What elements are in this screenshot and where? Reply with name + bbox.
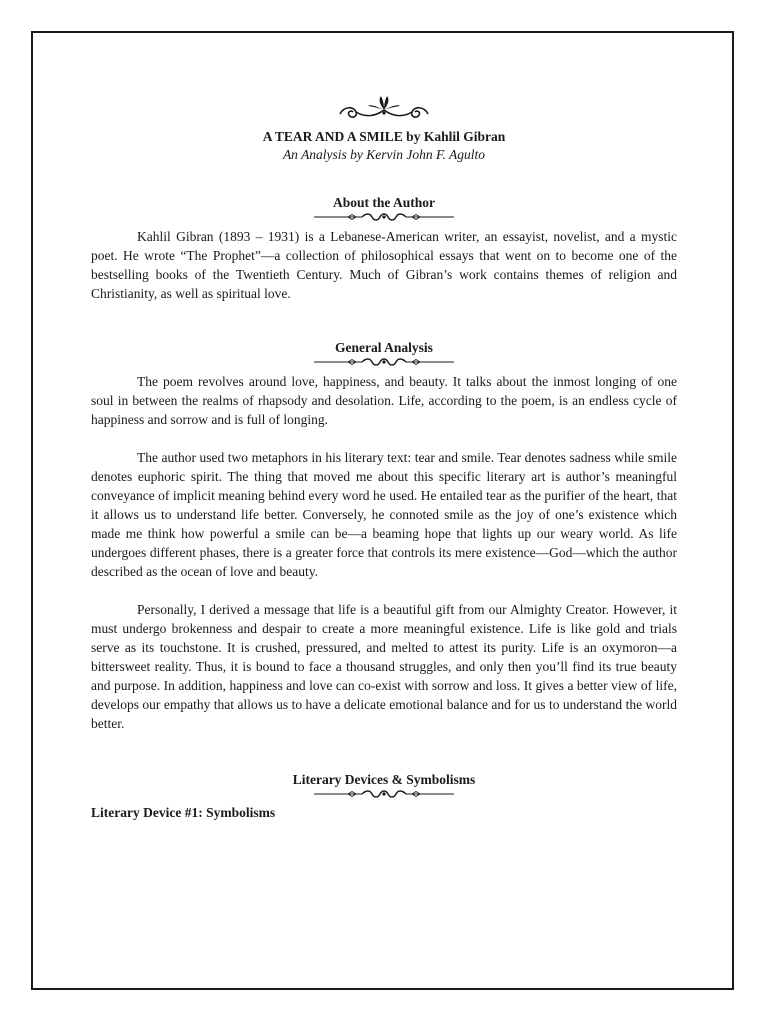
scroll-divider-icon [314, 357, 454, 367]
about-author-paragraph: Kahlil Gibran (1893 – 1931) is a Lebanese-American writer, an essayist, novelist, and a mystic poet. He wrote “The Prophet”—a collection of philosophical essays that went on to become one of the bestselling books of the Twentieth Century. Much of Gibran’s work contains themes of religion and Christianity, as well as spiritual love. [91, 229, 677, 301]
section-heading-general-analysis: General Analysis [335, 340, 433, 355]
general-analysis-paragraph-2: The author used two metaphors in his literary text: tear and smile. Tear denotes sadness while smile denotes euphoric spirit. The thing that moved me about this specific literary art is author’s meaningful conveyance of implicit meaning behind every word he used. He entailed tear as the purifier of the heart, that it allows us to understand life better. Conversely, he connoted smile as the joy of one’s existence which made me think how powerful a smile can be—a beaming hope that lights up our weary world. As life undergoes different phases, there is a greater force that controls its mere existence—God—which the author described as the ocean of love and beauty. [91, 450, 677, 579]
general-analysis-paragraph-1: The poem revolves around love, happiness, and beauty. It talks about the inmost longing of one soul in between the realms of rhapsody and desolation. Life, according to the poem, is an endless cycle of happiness and sorrow and is full of longing. [91, 374, 677, 427]
section-heading-literary-devices: Literary Devices & Symbolisms [292, 772, 476, 787]
document-body [91, 94, 677, 822]
general-analysis-paragraph-3: Personally, I derived a message that life is a beautiful gift from our Almighty Creator. However, it must undergo brokenness and despair to create a more meaningful existence. Life is like gold and trials serve as its touchstone. It is crushed, pressured, and melted to attest its purity. Life is an oxymoron—a bittersweet reality. Thus, it is bound to face a thousand struggles, and only then you’ll find its true beauty and purpose. In addition, happiness and love can co-exist with sorrow and loss. It gives a better view of life, develops our empathy that allows us to have a delicate emotional balance and for us to understand the world better. [91, 602, 677, 731]
document-title: A TEAR AND A SMILE by Kahlil Gibran [262, 129, 506, 144]
scroll-divider-icon [314, 789, 454, 799]
section-heading-about-author: About the Author [332, 195, 435, 210]
flourish-ornament-icon [334, 94, 434, 122]
literary-device-1-heading: Literary Device #1: Symbolisms [91, 805, 276, 820]
document-subtitle: An Analysis by Kervin John F. Agulto [282, 147, 486, 162]
scroll-divider-icon [314, 212, 454, 222]
